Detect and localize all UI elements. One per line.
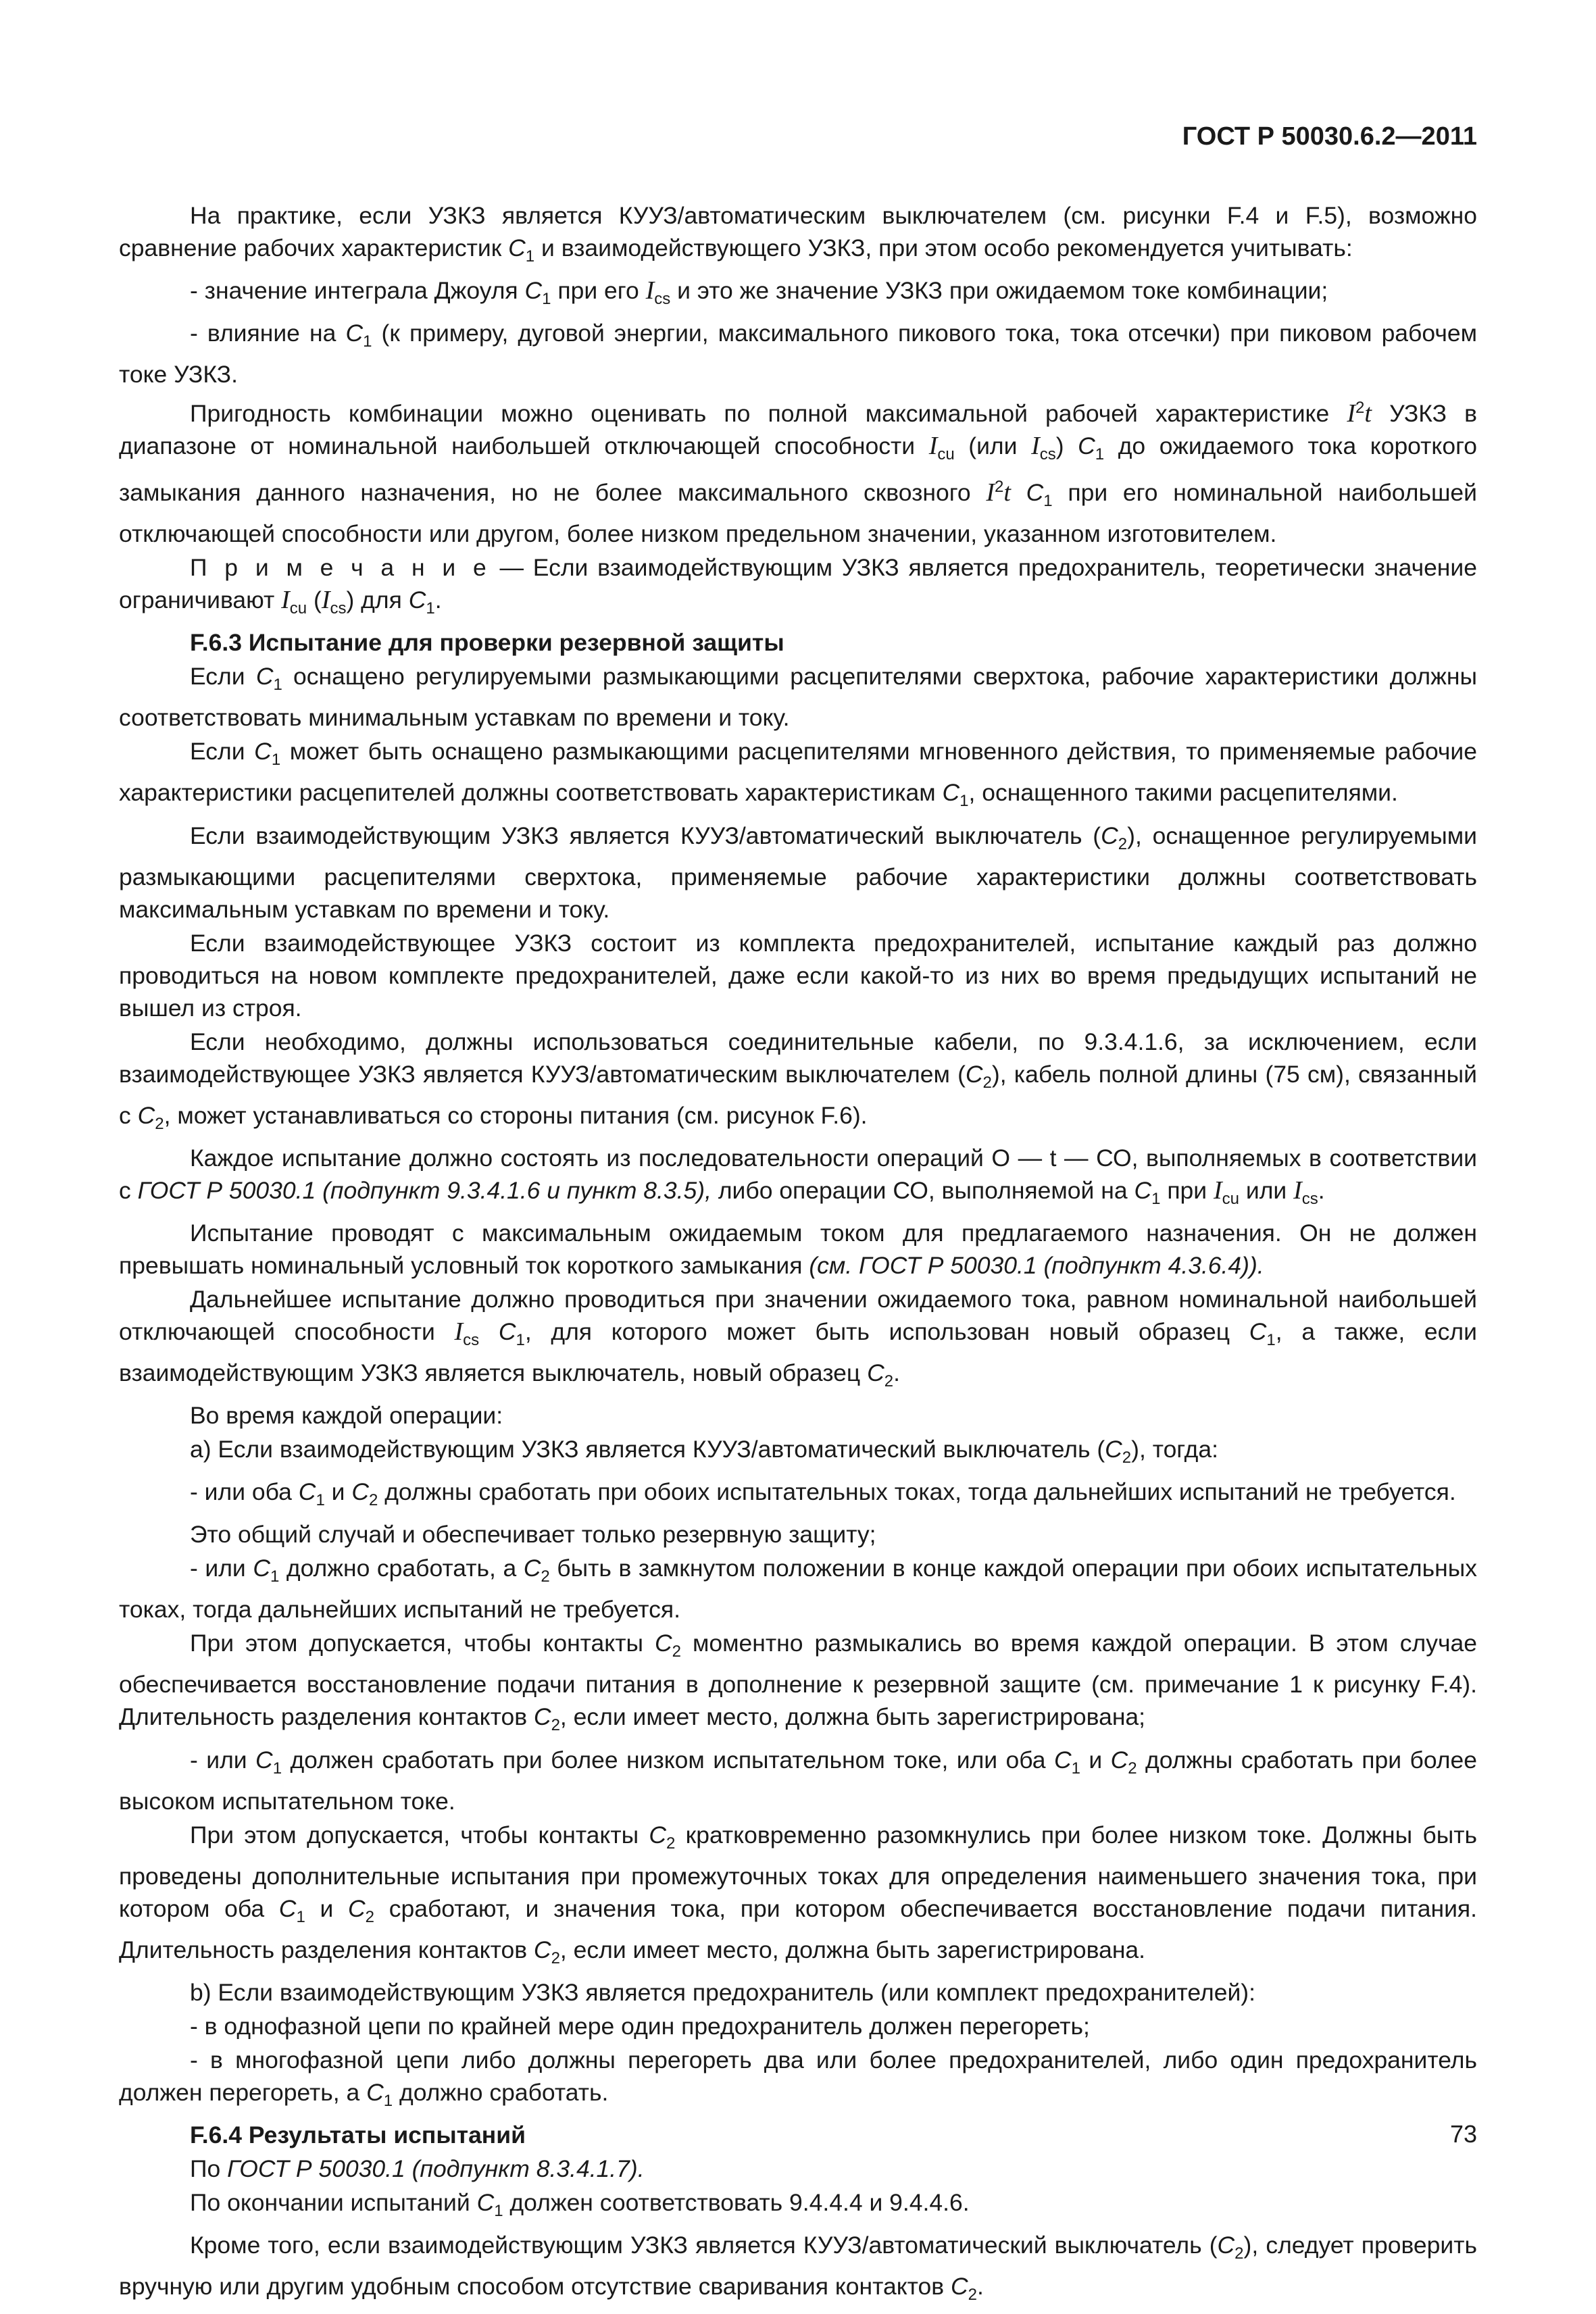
paragraph: Если взаимодействующим УЗКЗ является КУУЗ/автоматический выключатель $(C_2)$, оснащенное регулируемыми размыкающими расцепителями сверхтока, применяемые рабочие характеристики должны соответствовать максимальным уставкам по времени и току. bbox=[119, 822, 1477, 923]
list-item: - или оба $C_1$ и $C_2$ должны сработать при обоих испытательных токах, тогда дальнейших испытаний не требуется. bbox=[190, 1478, 1456, 1510]
paragraph: По ГОСТ Р 50030.1 (подпункт 8.3.4.1.7). bbox=[190, 2155, 645, 2182]
list-item: - или $C_1$ должно сработать, а $C_2$ быть в замкнутом положении в конце каждой операции при обоих испытательных токах, тогда дальнейших испытаний не требуется. bbox=[119, 1555, 1477, 1624]
paragraph: При этом допускается, чтобы контакты $C_2$ моментно размыкались во время каждой операции. В этом случае обеспечивается восстановление подачи питания в дополнение к резервной защите (см. примечание 1 к рисунку F.4). Длительность разделения контактов $C_2$, если имеет место, должна быть зарегистрирована; bbox=[119, 1630, 1478, 1735]
note-label: П р и м е ч а н и е bbox=[190, 554, 491, 582]
paragraph: При этом допускается, чтобы контакты $C_2$ кратковременно разомкнулись при более низком токе. Должны быть проведены дополнительные испытания при промежуточных токах для определения наименьшего значения тока, при котором оба $C_1$ и $C_2$ сработают, и значения тока, при котором обеспечивается восстановление подачи питания. Длительность разделения контактов $C_2$, если имеет место, должна быть зарегистрирована. bbox=[119, 1821, 1477, 1967]
standard-reference: (см. ГОСТ Р 50030.1 (подпункт 4.3.6.4)). bbox=[809, 1251, 1264, 1279]
paragraph: Во время каждой операции: bbox=[190, 1402, 503, 1430]
section-heading-f63: F.6.3 Испытание для проверки резервной защиты bbox=[190, 629, 784, 657]
paragraph: Кроме того, если взаимодействующим УЗКЗ является КУУЗ/автоматический выключатель $(C_2)$, следует проверить вручную или другим удобным способом отсутствие сваривания контактов $C_2$. bbox=[119, 2232, 1477, 2305]
paragraph: По окончании испытаний $C_1$ должен соответствовать 9.4.4.4 и 9.4.4.6. bbox=[190, 2189, 970, 2221]
paragraph: Если $C_1$ может быть оснащено размыкающими расцепителями мгновенного действия, то применяемые рабочие характеристики расцепителей должны соответствовать характеристикам $C_1$, оснащенного такими расцепителями. bbox=[119, 738, 1478, 811]
document-header: ГОСТ Р 50030.6.2—2011 bbox=[1182, 122, 1477, 151]
standard-reference: ГОСТ Р 50030.1 (подпункт 9.3.4.1.6 и пункт 8.3.5), bbox=[137, 1176, 712, 1204]
list-item: - в однофазной цепи по крайней мере один предохранитель должен перегореть; bbox=[190, 2012, 1090, 2040]
note-paragraph: П р и м е ч а н и е — Если взаимодействующим УЗКЗ является предохранитель, теоретически значение ограничивают $I_{cu}$ $(I_{cs})$ для $C_1$. bbox=[119, 554, 1477, 618]
paragraph: Пригодность комбинации можно оценивать по полной максимальной рабочей характеристике $I^2t$ УЗКЗ в диапазоне от номинальной наибольшей отключающей способности $I_{cu}$ (или $I_{cs}$) $C_1$ до ожидаемого тока короткого замыкания данного назначения, но не более максимального сквозного $I^2t$ $C_1$ при его номинальной наибольшей отключающей способности или другом, более низком предельном значении, указанном изготовителем. bbox=[119, 399, 1478, 548]
list-item: - влияние на $C_1$ (к примеру, дуговой энергии, максимального пикового тока, тока отсечки) при пиковом рабочем токе УЗКЗ. bbox=[119, 320, 1477, 388]
page-number: 73 bbox=[1449, 2120, 1477, 2148]
standard-reference: ГОСТ Р 50030.1 (подпункт 8.3.4.1.7). bbox=[227, 2155, 645, 2182]
list-item: а) Если взаимодействующим УЗКЗ является КУУЗ/автоматический выключатель $(C_2)$, тогда: bbox=[190, 1436, 1218, 1467]
paragraph: Если взаимодействующее УЗКЗ состоит из комплекта предохранителей, испытание каждый раз должно проводиться на новом комплекте предохранителей, даже если какой-то из них во время предыдущих испытаний не вышел из строя. bbox=[119, 929, 1477, 1022]
paragraph: Это общий случай и обеспечивает только резервную защиту; bbox=[190, 1521, 876, 1549]
paragraph: Если необходимо, должны использоваться соединительные кабели, по 9.3.4.1.6, за исключением, если взаимодействующее УЗКЗ является КУУЗ/автоматическим выключателем $(C_2)$, кабель полной длины (75 см), связанный с $C_2$, может устанавливаться со стороны питания (см. рисунок F.6). bbox=[119, 1028, 1477, 1133]
paragraph: Испытание проводят с максимальным ожидаемым током для предлагаемого назначения. Он не должен превышать номинальный условный ток короткого замыкания (см. ГОСТ Р 50030.1 (подпункт 4.3.6.4)). bbox=[119, 1219, 1477, 1279]
document-body bbox=[119, 199, 1477, 2313]
list-item: b) Если взаимодействующим УЗКЗ является предохранитель (или комплект предохранителей): bbox=[190, 1978, 1255, 2006]
paragraph: Каждое испытание должно состоять из последовательности операций О — t — СО, выполняемых в соответствии с ГОСТ Р 50030.1 (подпункт 9.3.4.1.6 и пункт 8.3.5), либо операции СО, выполняемой на $C_1$ при $I_{cu}$ или $I_{cs}$. bbox=[119, 1144, 1477, 1208]
list-item: - в многофазной цепи либо должны перегореть два или более предохранителей, либо один предохранитель должен перегореть, а $C_1$ должно сработать. bbox=[119, 2046, 1477, 2110]
list-item: - значение интеграла Джоуля $C_1$ при его $I_{cs}$ и это же значение УЗКЗ при ожидаемом токе комбинации; bbox=[190, 276, 1328, 309]
paragraph: Если $C_1$ оснащено регулируемыми размыкающими расцепителями сверхтока, рабочие характеристики должны соответствовать минимальным уставкам по времени и току. bbox=[119, 663, 1477, 732]
paragraph: Дальнейшее испытание должно проводиться при значении ожидаемого тока, равном номинальной наибольшей отключающей способности $I_{cs}$ $C_1$, для которого может быть использован новый образец $C_1$, а также, если взаимодействующим УЗКЗ является выключатель, новый образец $C_2$. bbox=[119, 1285, 1477, 1391]
list-item: - или $C_1$ должен сработать при более низком испытательном токе, или оба $C_1$ и $C_2$ должны сработать при более высоком испытательном токе. bbox=[119, 1746, 1477, 1815]
paragraph: На практике, если УЗКЗ является КУУЗ/автоматическим выключателем (см. рисунки F.4 и F.5), возможно сравнение рабочих характеристик $C_1$ и взаимодействующего УЗКЗ, при этом особо рекомендуется учитывать: bbox=[119, 202, 1477, 266]
section-heading-f64: F.6.4 Результаты испытаний bbox=[190, 2121, 526, 2148]
